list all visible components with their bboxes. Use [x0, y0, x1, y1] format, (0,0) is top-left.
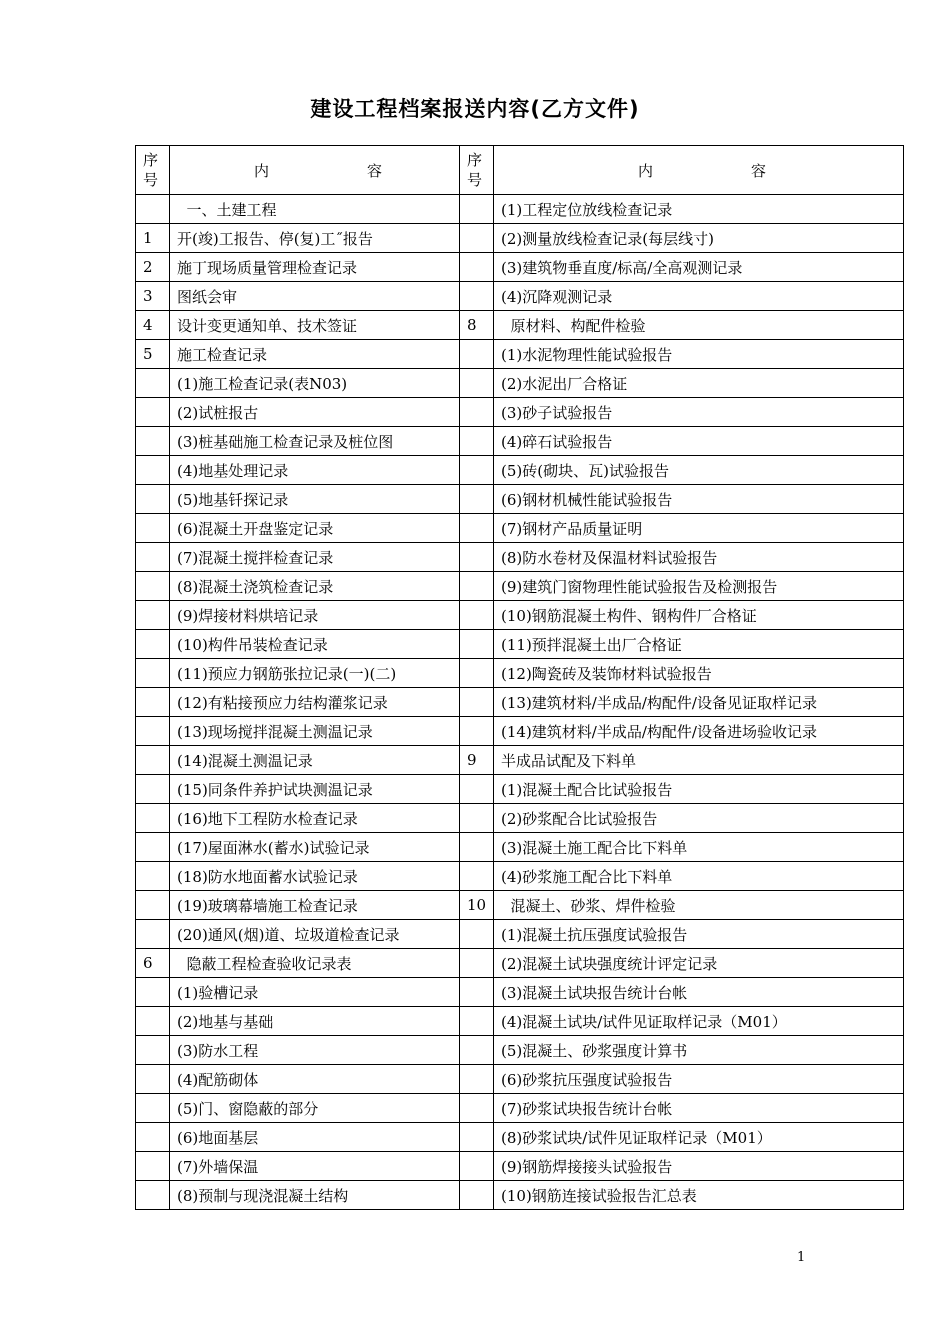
content-right: (9)建筑门窗物理性能试验报告及检测报告 [494, 572, 904, 601]
table-row [136, 688, 904, 717]
seq-left [136, 1065, 170, 1094]
seq-right [460, 195, 494, 224]
content-header-left: 内 容 [170, 146, 460, 195]
content-right: (2)砂浆配合比试验报告 [494, 804, 904, 833]
content-right: (11)预拌混凝土出厂合格证 [494, 630, 904, 659]
seq-left [136, 862, 170, 891]
seq-left [136, 543, 170, 572]
table-row [136, 456, 904, 485]
content-right: 半成品试配及下料单 [494, 746, 904, 775]
content-left: (5)地基钎探记录 [170, 485, 460, 514]
seq-left: 1 [136, 224, 170, 253]
table-row [136, 1065, 904, 1094]
seq-right [460, 1123, 494, 1152]
content-right: (2)水泥出厂合格证 [494, 369, 904, 398]
content-right: (1)混凝土抗压强度试验报告 [494, 920, 904, 949]
seq-right [460, 978, 494, 1007]
table-row [136, 1007, 904, 1036]
table-row [136, 630, 904, 659]
table-row [136, 195, 904, 224]
content-left: 开(竣)工报告、停(复)工˝报告 [170, 224, 460, 253]
content-left: (16)地下工程防水检查记录 [170, 804, 460, 833]
table-row [136, 891, 904, 920]
seq-right [460, 1152, 494, 1181]
seq-left: 2 [136, 253, 170, 282]
content-right: (4)砂浆施工配合比下料单 [494, 862, 904, 891]
content-left: (4)地基处理记录 [170, 456, 460, 485]
seq-left [136, 1036, 170, 1065]
content-left: 施工检查记录 [170, 340, 460, 369]
table-row [136, 1152, 904, 1181]
table-row [136, 746, 904, 775]
content-left: (6)混凝土开盘鉴定记录 [170, 514, 460, 543]
table-row [136, 1036, 904, 1065]
content-left: (2)试桩报古 [170, 398, 460, 427]
content-right: (1)水泥物理性能试验报告 [494, 340, 904, 369]
content-left: (6)地面基层 [170, 1123, 460, 1152]
archive-table [135, 145, 904, 1210]
content-left: (8)预制与现浇混凝土结构 [170, 1181, 460, 1210]
seq-left [136, 1007, 170, 1036]
content-left: (2)地基与基础 [170, 1007, 460, 1036]
content-left: (5)门、窗隐蔽的部分 [170, 1094, 460, 1123]
content-left: (15)同条件养护试块测温记录 [170, 775, 460, 804]
content-left: 隐蔽工程检查验收记录表 [170, 949, 460, 978]
content-left: (3)防水工程 [170, 1036, 460, 1065]
seq-right [460, 1065, 494, 1094]
content-left: (11)预应力钢筋张拉记录(一)(二) [170, 659, 460, 688]
table-row [136, 920, 904, 949]
table-row [136, 862, 904, 891]
table-row [136, 398, 904, 427]
content-left: (17)屋面淋水(蓄水)试验记录 [170, 833, 460, 862]
seq-left [136, 601, 170, 630]
seq-right [460, 833, 494, 862]
seq-left [136, 775, 170, 804]
content-left: (7)外墙保温 [170, 1152, 460, 1181]
seq-left [136, 456, 170, 485]
seq-right [460, 717, 494, 746]
table-row [136, 514, 904, 543]
seq-right [460, 949, 494, 978]
content-right: (6)砂浆抗压强度试验报告 [494, 1065, 904, 1094]
page-title: 建设工程档案报送内容(乙方文件) [310, 97, 640, 121]
table-row [136, 1181, 904, 1210]
seq-right [460, 514, 494, 543]
seq-right [460, 1036, 494, 1065]
seq-left: 4 [136, 311, 170, 340]
seq-right [460, 862, 494, 891]
seq-right: 10 [460, 891, 494, 920]
content-right: (10)钢筋连接试验报告汇总表 [494, 1181, 904, 1210]
content-right: (3)砂子试验报告 [494, 398, 904, 427]
content-right: (3)混凝土施工配合比下料单 [494, 833, 904, 862]
seq-right [460, 775, 494, 804]
table-row [136, 804, 904, 833]
seq-left: 6 [136, 949, 170, 978]
content-right: 混凝土、砂浆、焊件检验 [494, 891, 904, 920]
seq-left [136, 427, 170, 456]
content-right: (4)沉降观测记录 [494, 282, 904, 311]
table-row [136, 775, 904, 804]
seq-left [136, 920, 170, 949]
content-right: (3)建筑物垂直度/标高/全高观测记录 [494, 253, 904, 282]
content-right: (8)砂浆试块/试件见证取样记录（M01） [494, 1123, 904, 1152]
seq-right [460, 340, 494, 369]
content-left: (19)玻璃幕墙施工检查记录 [170, 891, 460, 920]
content-header-right: 内 容 [494, 146, 904, 195]
table-row [136, 311, 904, 340]
table-row [136, 543, 904, 572]
seq-right [460, 920, 494, 949]
content-right: (8)防水卷材及保温材料试验报告 [494, 543, 904, 572]
content-right: (2)测量放线检查记录(每层线寸) [494, 224, 904, 253]
content-left: (4)配筋砌体 [170, 1065, 460, 1094]
table-row [136, 1123, 904, 1152]
seq-right [460, 224, 494, 253]
seq-left [136, 1094, 170, 1123]
content-right: (4)混凝土试块/试件见证取样记录（M01） [494, 1007, 904, 1036]
content-right: (5)砖(砌块、瓦)试验报告 [494, 456, 904, 485]
seq-right [460, 427, 494, 456]
seq-left [136, 514, 170, 543]
content-right: (3)混凝土试块报告统计台帐 [494, 978, 904, 1007]
content-right: (2)混凝土试块强度统计评定记录 [494, 949, 904, 978]
content-right: (6)钢材机械性能试验报告 [494, 485, 904, 514]
content-left: (9)焊接材料烘培记录 [170, 601, 460, 630]
table-row [136, 833, 904, 862]
seq-left [136, 1181, 170, 1210]
content-right: (5)混凝土、砂浆强度计算书 [494, 1036, 904, 1065]
content-right: (13)建筑材料/半成品/构配件/设备见证取样记录 [494, 688, 904, 717]
table-row [136, 949, 904, 978]
content-right: (1)混凝土配合比试验报告 [494, 775, 904, 804]
seq-right [460, 543, 494, 572]
seq-right [460, 659, 494, 688]
content-left: 施丁现场质量管理检查记录 [170, 253, 460, 282]
seq-right [460, 485, 494, 514]
seq-left [136, 746, 170, 775]
seq-left [136, 659, 170, 688]
seq-right [460, 369, 494, 398]
content-left: (7)混凝土搅拌检查记录 [170, 543, 460, 572]
seq-right [460, 1094, 494, 1123]
content-right: (7)砂浆试块报告统计台帐 [494, 1094, 904, 1123]
seq-right [460, 688, 494, 717]
content-right: (10)钢筋混凝土构件、钢构件厂合格证 [494, 601, 904, 630]
table-row [136, 717, 904, 746]
seq-right [460, 804, 494, 833]
content-left: (20)通风(烟)道、垃圾道检查记录 [170, 920, 460, 949]
seq-right: 8 [460, 311, 494, 340]
table-row [136, 1094, 904, 1123]
seq-left [136, 398, 170, 427]
seq-right [460, 601, 494, 630]
seq-left [136, 630, 170, 659]
content-left: (13)现场搅拌混凝土测温记录 [170, 717, 460, 746]
seq-right [460, 1181, 494, 1210]
table-row [136, 978, 904, 1007]
seq-header-left: 序 号 [136, 146, 170, 195]
table-row [136, 282, 904, 311]
content-left: 设计变更通知单、技术签证 [170, 311, 460, 340]
seq-left [136, 978, 170, 1007]
seq-right: 9 [460, 746, 494, 775]
seq-left [136, 1123, 170, 1152]
content-right: (9)钢筋焊接接头试验报告 [494, 1152, 904, 1181]
content-left: 一、土建工程 [170, 195, 460, 224]
seq-left [136, 717, 170, 746]
content-left: (12)有粘接预应力结构灌浆记录 [170, 688, 460, 717]
seq-left [136, 833, 170, 862]
table-row [136, 253, 904, 282]
content-right: (14)建筑材料/半成品/构配件/设备进场验收记录 [494, 717, 904, 746]
seq-right [460, 398, 494, 427]
seq-left [136, 891, 170, 920]
table-row [136, 659, 904, 688]
seq-right [460, 282, 494, 311]
table-row [136, 369, 904, 398]
content-left: (1)验槽记录 [170, 978, 460, 1007]
page-number: 1 [797, 1250, 806, 1265]
table-row [136, 572, 904, 601]
table-row [136, 601, 904, 630]
content-right: (1)工程定位放线检查记录 [494, 195, 904, 224]
seq-right [460, 1007, 494, 1036]
seq-left [136, 485, 170, 514]
content-left: (3)桩基础施工检查记录及桩位图 [170, 427, 460, 456]
content-left: (8)混凝土浇筑检查记录 [170, 572, 460, 601]
seq-right [460, 253, 494, 282]
content-left: (10)构件吊装检查记录 [170, 630, 460, 659]
seq-left [136, 572, 170, 601]
seq-left [136, 1152, 170, 1181]
content-right: (4)碎石试验报告 [494, 427, 904, 456]
content-left: (14)混凝土测温记录 [170, 746, 460, 775]
seq-left: 3 [136, 282, 170, 311]
seq-left: 5 [136, 340, 170, 369]
seq-right [460, 456, 494, 485]
content-left: (1)施工检查记录(表N03) [170, 369, 460, 398]
table-row [136, 485, 904, 514]
seq-left [136, 688, 170, 717]
table-header-row [136, 146, 904, 195]
seq-left [136, 369, 170, 398]
table-row [136, 340, 904, 369]
content-right: 原材料、构配件检验 [494, 311, 904, 340]
seq-left [136, 804, 170, 833]
seq-header-right: 序 号 [460, 146, 494, 195]
seq-right [460, 630, 494, 659]
seq-right [460, 572, 494, 601]
seq-left [136, 195, 170, 224]
table-row [136, 224, 904, 253]
table-row [136, 427, 904, 456]
content-left: (18)防水地面蓄水试验记录 [170, 862, 460, 891]
content-right: (7)钢材产品质量证明 [494, 514, 904, 543]
content-right: (12)陶瓷砖及装饰材料试验报告 [494, 659, 904, 688]
content-left: 图纸会审 [170, 282, 460, 311]
